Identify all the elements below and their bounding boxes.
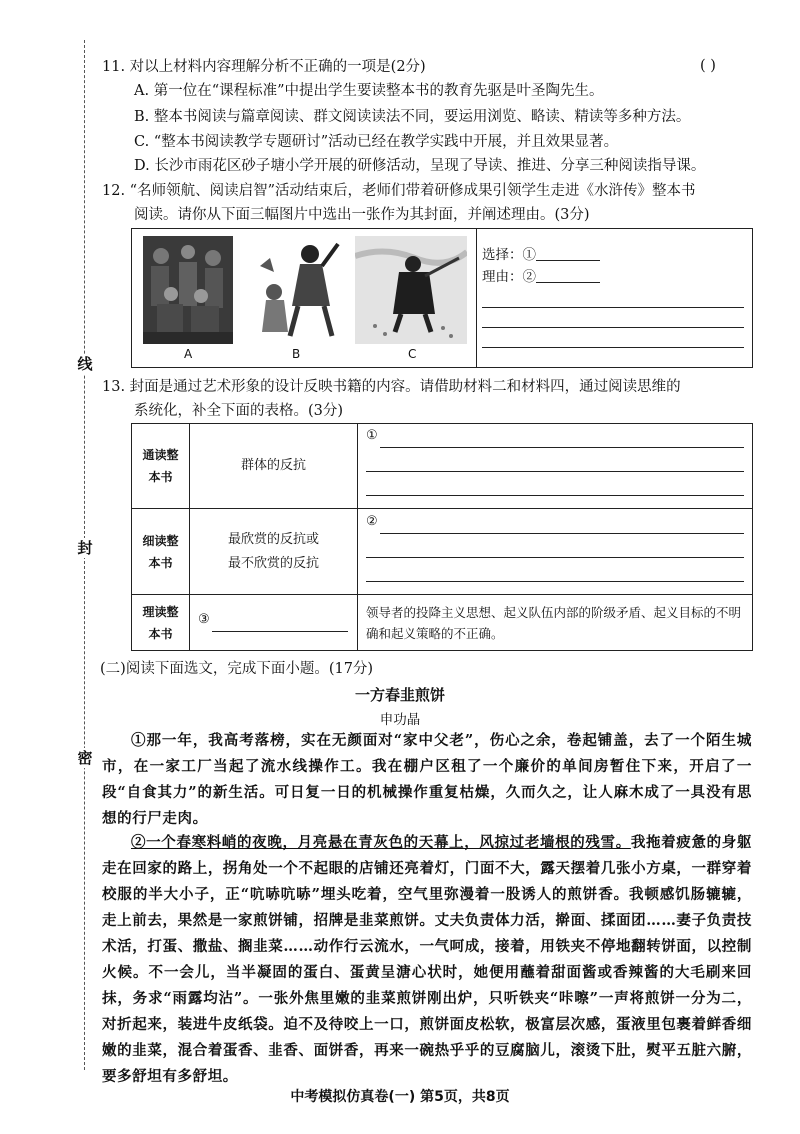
cover-image-c xyxy=(355,236,467,344)
image-label-b: B xyxy=(292,347,301,361)
table-row xyxy=(132,424,753,509)
reason-row xyxy=(482,267,600,287)
choose-row xyxy=(482,245,600,265)
q12-picture-box xyxy=(131,228,753,368)
margin-char-feng: 封 xyxy=(77,539,93,557)
q11-option-b: B. 整本书阅读与篇章阅读、群文阅读读法不同，要运用浏览、略读、精读等多种方法。 xyxy=(134,109,691,125)
row-header: 细读整 本书 xyxy=(132,509,190,595)
q12-stem-line2: 阅读。请你从下面三幅图片中选出一张作为其封面，并阐述理由。(3分) xyxy=(134,207,590,223)
row-middle-cell: 最欣赏的反抗或 最不欣赏的反抗 xyxy=(190,509,358,595)
answer-cell-2[interactable] xyxy=(358,509,753,595)
q12-stem-line1: 12. “名师领航、阅读启智”活动结束后，老师们带着研修成果引领学生走进《水浒传》整本书 xyxy=(102,183,696,199)
answer-line[interactable] xyxy=(366,478,744,496)
choose-answer-blank[interactable] xyxy=(536,247,600,261)
row-middle-cell: 群体的反抗 xyxy=(190,424,358,509)
article-title: 一方春韭煎饼 xyxy=(354,686,445,704)
table-row xyxy=(132,595,753,651)
q13-stem-line2: 系统化，补全下面的表格。(3分) xyxy=(134,403,344,419)
q11-stem: 11. 对以上材料内容理解分析不正确的一项是(2分) xyxy=(102,59,426,75)
reason-answer-blank[interactable] xyxy=(536,269,600,283)
row-header: 理读整 本书 xyxy=(132,595,190,651)
reason-answer-line[interactable] xyxy=(482,307,744,308)
image-label-a: A xyxy=(184,347,193,361)
reason-answer-line[interactable] xyxy=(482,347,744,348)
answer-cell-1[interactable] xyxy=(358,424,753,509)
answer-cell-3[interactable] xyxy=(190,595,358,651)
answer-line[interactable] xyxy=(366,564,744,582)
underlined-sentence: ②一个春寒料峭的夜晚，月亮悬在青灰色的天幕上，风掠过老墙根的残雪。 xyxy=(131,834,631,851)
margin-char-xian: 线 xyxy=(77,355,93,373)
q11-option-d: D. 长沙市雨花区砂子塘小学开展的研修活动，呈现了导读、推进、分享三种阅读指导课。 xyxy=(134,158,706,174)
answer-line[interactable] xyxy=(366,540,744,558)
q11-option-a: A. 第一位在“课程标准”中提出学生要读整本书的教育先驱是叶圣陶先生。 xyxy=(134,83,604,99)
article-author: 申功晶 xyxy=(379,712,421,728)
blank-number: ② xyxy=(366,513,378,529)
margin-char-mi: 密 xyxy=(77,749,93,767)
table-row xyxy=(132,509,753,595)
page-footer: 中考模拟仿真卷(一) 第5页，共8页 xyxy=(290,1089,510,1105)
paragraph-text: ①那一年，我高考落榜，实在无颜面对“家中父老”，伤心之余，卷起铺盖，去了一个陌生城市，在一家工厂当起了流水线操作工。我在棚户区租了一个廉价的单间房暂住下来，开启了一段“自食其力”的新生活。可日复一日的机械操作重复枯燥，久而久之，让人麻木成了一具没有思想的行尸走肉。 xyxy=(102,732,752,827)
image-label-c: C xyxy=(408,347,417,361)
choose-label: 选择：① xyxy=(482,247,536,263)
answer-line[interactable] xyxy=(366,454,744,472)
q13-stem-line1: 13. 封面是通过艺术形象的设计反映书籍的内容。请借助材料二和材料四，通过阅读思维的 xyxy=(102,379,681,395)
q11-answer-paren[interactable]: ( ) xyxy=(700,58,716,74)
paragraph-text: 我拖着疲惫的身躯走在回家的路上，拐角处一个不起眼的店铺还亮着灯，门面不大，露天摆着几张小方桌，一群穿着校服的半大小子，正“吭哧吭哧”埋头吃着，空气里弥漫着一股诱人的煎饼香。我顿感饥肠辘辘，走上前去，果然是一家煎饼铺，招牌是韭菜煎饼。丈夫负责体力活，擀面、揉面团……妻子负责技术活，打蛋、撒盐、搁韭菜……动作行云流水，一气呵成，接着，用铁夹不停地翻转饼面，以控制火候。不一会儿，当半凝固的蛋白、蛋黄呈溏心状时，她便用蘸着甜面酱或香辣酱的大毛刷来回抹，务求“雨露均沾”。一张外焦里嫩的韭菜煎饼刚出炉，只听铁夹“咔嚓”一声将煎饼一分为二，对折起来，装进牛皮纸袋。迫不及待咬上一口，煎饼面皮松软，极富层次感，蛋液里包裹着鲜香细嫩的韭菜，混合着蛋香、韭香、面饼香，再来一碗热乎乎的豆腐脑儿，滚烫下肚，熨平五脏六腑，要多舒坦有多舒坦。 xyxy=(102,834,752,1085)
q13-table xyxy=(131,423,753,651)
blank-number: ① xyxy=(366,428,378,443)
row-header: 通读整 本书 xyxy=(132,424,190,509)
cover-image-a xyxy=(143,236,233,344)
reason-label: 理由：② xyxy=(482,269,536,285)
paragraph-1 xyxy=(102,728,752,832)
row-right-cell: 领导者的投降主义思想、起义队伍内部的阶级矛盾、起义目标的不明确和起义策略的不正确。 xyxy=(358,595,753,651)
paragraph-2 xyxy=(102,830,752,1090)
q11-option-c: C. “整本书阅读教学专题研讨”活动已经在教学实践中开展，并且效果显著。 xyxy=(134,134,619,150)
reason-answer-line[interactable] xyxy=(482,327,744,328)
cover-image-b xyxy=(248,236,344,344)
section-heading: (二)阅读下面选文，完成下面小题。(17分) xyxy=(100,661,374,677)
blank-number: ③ xyxy=(198,611,210,627)
picture-answer-divider xyxy=(476,229,477,367)
